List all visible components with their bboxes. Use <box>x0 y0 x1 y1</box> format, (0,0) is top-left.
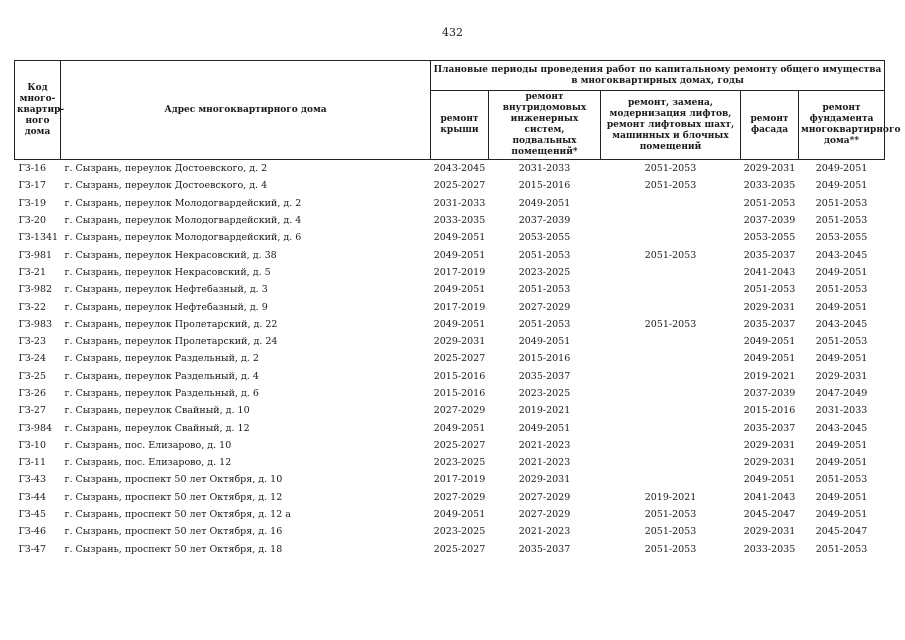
table-row <box>15 281 885 298</box>
cell-code: ГЗ-43 <box>18 474 47 486</box>
table-row <box>15 195 885 212</box>
table-row <box>15 402 885 419</box>
cell-elevators <box>601 212 741 229</box>
cell-facade: 2029-2031 <box>743 163 796 175</box>
cell-roof: 2027-2029 <box>433 405 486 417</box>
cell-engineering: 2035-2037 <box>518 370 571 382</box>
cell-roof: 2025-2027 <box>433 180 486 192</box>
cell-engineering: 2019-2021 <box>518 405 571 417</box>
cell-address: г. Сызрань, переулок Раздельный, д. 2 <box>64 353 259 365</box>
cell-address: г. Сызрань, переулок Молодогвардейский, д. 2 <box>64 197 302 209</box>
cell-engineering: 2051-2053 <box>518 249 571 261</box>
cell-code: ГЗ-27 <box>18 405 47 417</box>
cell-address: г. Сызрань, переулок Раздельный, д. 4 <box>64 370 259 382</box>
header-group: Плановые периоды проведения работ по капитальному ремонту общего имущества в многоквартирных домах, годы <box>431 61 885 91</box>
cell-foundation: 2049-2051 <box>815 301 868 313</box>
cell-code: ГЗ-983 <box>18 318 53 330</box>
cell-code: ГЗ-10 <box>18 439 47 451</box>
cell-address: г. Сызрань, проспект 50 лет Октября, д. 10 <box>64 474 283 486</box>
cell-foundation: 2051-2053 <box>815 197 868 209</box>
cell-engineering: 2049-2051 <box>518 336 571 348</box>
cell-elevators: 2051-2053 <box>644 543 697 555</box>
cell-roof: 2025-2027 <box>433 439 486 451</box>
cell-address: г. Сызрань, переулок Свайный, д. 10 <box>64 405 250 417</box>
cell-elevators <box>601 298 741 315</box>
cell-foundation: 2051-2053 <box>815 543 868 555</box>
cell-engineering: 2031-2033 <box>518 163 571 175</box>
cell-address: г. Сызрань, проспект 50 лет Октября, д. 12 <box>64 491 283 503</box>
cell-elevators: 2019-2021 <box>644 491 697 503</box>
cell-roof: 2017-2019 <box>433 301 486 313</box>
cell-code: ГЗ-16 <box>18 163 47 175</box>
cell-roof: 2017-2019 <box>433 474 486 486</box>
cell-facade: 2041-2043 <box>743 266 796 278</box>
cell-engineering: 2021-2023 <box>518 457 571 469</box>
cell-roof: 2031-2033 <box>433 197 486 209</box>
cell-engineering: 2021-2023 <box>518 526 571 538</box>
cell-elevators: 2051-2053 <box>644 526 697 538</box>
cell-engineering: 2029-2031 <box>518 474 571 486</box>
cell-foundation: 2049-2051 <box>815 353 868 365</box>
cell-elevators <box>601 454 741 471</box>
table-row <box>15 454 885 471</box>
table-row <box>15 506 885 523</box>
cell-foundation: 2049-2051 <box>815 509 868 521</box>
cell-foundation: 2049-2051 <box>815 491 868 503</box>
cell-code: ГЗ-982 <box>18 284 53 296</box>
cell-facade: 2049-2051 <box>743 474 796 486</box>
cell-facade: 2033-2035 <box>743 180 796 192</box>
page-number: 432 <box>442 26 463 39</box>
cell-foundation: 2049-2051 <box>815 180 868 192</box>
cell-elevators <box>601 195 741 212</box>
cell-code: ГЗ-19 <box>18 197 47 209</box>
cell-elevators <box>601 281 741 298</box>
table-row <box>15 229 885 246</box>
cell-address: г. Сызрань, переулок Нефтебазный, д. 3 <box>64 284 268 296</box>
cell-address: г. Сызрань, переулок Свайный, д. 12 <box>64 422 250 434</box>
cell-code: ГЗ-981 <box>18 249 53 261</box>
cell-foundation: 2047-2049 <box>815 388 868 399</box>
cell-foundation: 2031-2033 <box>815 405 868 417</box>
table-row <box>15 264 885 281</box>
cell-foundation: 2043-2045 <box>815 318 868 330</box>
header-roof: ремонт крыши <box>431 91 489 160</box>
cell-roof: 2025-2027 <box>433 543 486 555</box>
cell-elevators: 2051-2053 <box>644 180 697 192</box>
cell-foundation: 2043-2045 <box>815 249 868 261</box>
cell-elevators <box>601 229 741 246</box>
cell-facade: 2029-2031 <box>743 526 796 538</box>
cell-facade: 2029-2031 <box>743 457 796 469</box>
cell-foundation: 2043-2045 <box>815 422 868 434</box>
cell-facade: 2035-2037 <box>743 318 796 330</box>
repair-schedule-table <box>14 60 901 558</box>
cell-foundation: 2029-2031 <box>815 370 868 382</box>
cell-address: г. Сызрань, проспект 50 лет Октября, д. 12 а <box>64 509 291 521</box>
cell-address: г. Сызрань, переулок Молодогвардейский, д. 4 <box>64 215 302 227</box>
cell-facade: 2041-2043 <box>743 491 796 503</box>
cell-foundation: 2049-2051 <box>815 266 868 278</box>
cell-engineering: 2037-2039 <box>518 215 571 227</box>
cell-code: ГЗ-25 <box>18 370 47 382</box>
cell-elevators <box>601 437 741 454</box>
cell-code: ГЗ-21 <box>18 266 47 278</box>
cell-elevators <box>601 471 741 488</box>
cell-engineering: 2021-2023 <box>518 439 571 451</box>
cell-facade: 2045-2047 <box>743 509 796 521</box>
cell-engineering: 2023-2025 <box>518 388 571 399</box>
cell-roof: 2043-2045 <box>433 163 486 175</box>
cell-address: г. Сызрань, переулок Некрасовский, д. 38 <box>64 249 277 261</box>
cell-elevators: 2051-2053 <box>644 249 697 261</box>
cell-address: г. Сызрань, проспект 50 лет Октября, д. 16 <box>64 526 283 538</box>
cell-engineering: 2027-2029 <box>518 509 571 521</box>
cell-roof: 2027-2029 <box>433 491 486 503</box>
table-row <box>15 316 885 333</box>
cell-roof: 2015-2016 <box>433 370 486 382</box>
cell-code: ГЗ-45 <box>18 509 47 521</box>
table-row <box>15 177 885 194</box>
cell-code: ГЗ-23 <box>18 336 47 348</box>
cell-code: ГЗ-44 <box>18 491 47 503</box>
cell-foundation: 2053-2055 <box>815 232 868 244</box>
cell-code: ГЗ-22 <box>18 301 47 313</box>
cell-facade: 2035-2037 <box>743 422 796 434</box>
header-address: Адрес многоквартирного дома <box>61 61 431 160</box>
cell-engineering: 2051-2053 <box>518 318 571 330</box>
cell-roof: 2023-2025 <box>433 457 486 469</box>
cell-roof: 2049-2051 <box>433 249 486 261</box>
cell-facade: 2037-2039 <box>743 388 796 399</box>
header-foundation: ремонт фундамента многоквартирного дома** <box>799 91 885 160</box>
cell-roof: 2033-2035 <box>433 215 486 227</box>
table-row <box>15 350 885 367</box>
cell-engineering: 2027-2029 <box>518 491 571 503</box>
header-facade: ремонт фасада <box>741 91 799 160</box>
table-row <box>15 333 885 350</box>
cell-address: г. Сызрань, переулок Достоевского, д. 2 <box>64 163 268 175</box>
cell-elevators <box>601 385 741 402</box>
cell-elevators: 2051-2053 <box>644 509 697 521</box>
table-row <box>15 298 885 315</box>
table-row <box>15 523 885 540</box>
table-row <box>15 212 885 229</box>
cell-facade: 2049-2051 <box>743 336 796 348</box>
cell-engineering: 2051-2053 <box>518 284 571 296</box>
cell-facade: 2049-2051 <box>743 353 796 365</box>
cell-address: г. Сызрань, переулок Пролетарский, д. 24 <box>64 336 278 348</box>
cell-elevators <box>601 368 741 385</box>
table-row <box>15 437 885 454</box>
cell-roof: 2049-2051 <box>433 422 486 434</box>
cell-address: г. Сызрань, пос. Елизарово, д. 10 <box>64 439 232 451</box>
table-row <box>15 246 885 263</box>
cell-engineering: 2035-2037 <box>518 543 571 555</box>
cell-code: ГЗ-24 <box>18 353 47 365</box>
cell-elevators <box>601 264 741 281</box>
table-row <box>15 385 885 402</box>
cell-foundation: 2051-2053 <box>815 215 868 227</box>
cell-foundation: 2051-2053 <box>815 474 868 486</box>
cell-roof: 2023-2025 <box>433 526 486 538</box>
cell-code: ГЗ-26 <box>18 388 47 399</box>
cell-engineering: 2027-2029 <box>518 301 571 313</box>
table-row <box>15 160 885 178</box>
cell-engineering: 2053-2055 <box>518 232 571 244</box>
cell-roof: 2015-2016 <box>433 388 486 399</box>
cell-foundation: 2049-2051 <box>815 457 868 469</box>
cell-elevators <box>601 350 741 367</box>
cell-facade: 2051-2053 <box>743 284 796 296</box>
cell-facade: 2019-2021 <box>743 370 796 382</box>
cell-facade: 2029-2031 <box>743 439 796 451</box>
cell-elevators: 2051-2053 <box>644 163 697 175</box>
cell-elevators <box>601 333 741 350</box>
cell-foundation: 2051-2053 <box>815 284 868 296</box>
cell-roof: 2025-2027 <box>433 353 486 365</box>
cell-address: г. Сызрань, переулок Раздельный, д. 6 <box>64 388 259 399</box>
cell-facade: 2035-2037 <box>743 249 796 261</box>
cell-engineering: 2015-2016 <box>518 180 571 192</box>
table-row <box>15 471 885 488</box>
cell-elevators <box>601 402 741 419</box>
table-body <box>15 160 885 558</box>
table-row <box>15 489 885 506</box>
header-code: Код много-квартир-ного дома <box>15 61 61 160</box>
cell-code: ГЗ-1341 <box>18 232 59 244</box>
cell-foundation: 2051-2053 <box>815 336 868 348</box>
header-engineering: ремонт внутридомовых инженерных систем, подвальных помещений* <box>489 91 601 160</box>
cell-code: ГЗ-17 <box>18 180 47 192</box>
cell-facade: 2051-2053 <box>743 197 796 209</box>
cell-facade: 2015-2016 <box>743 405 796 417</box>
cell-foundation: 2045-2047 <box>815 526 868 538</box>
cell-address: г. Сызрань, переулок Некрасовский, д. 5 <box>64 266 271 278</box>
cell-roof: 2017-2019 <box>433 266 486 278</box>
cell-roof: 2029-2031 <box>433 336 486 348</box>
cell-roof: 2049-2051 <box>433 509 486 521</box>
cell-code: ГЗ-46 <box>18 526 47 538</box>
cell-foundation: 2049-2051 <box>815 439 868 451</box>
cell-address: г. Сызрань, переулок Достоевского, д. 4 <box>64 180 268 192</box>
cell-facade: 2053-2055 <box>743 232 796 244</box>
cell-roof: 2049-2051 <box>433 284 486 296</box>
cell-facade: 2033-2035 <box>743 543 796 555</box>
cell-code: ГЗ-984 <box>18 422 53 434</box>
cell-address: г. Сызрань, переулок Пролетарский, д. 22 <box>64 318 278 330</box>
cell-engineering: 2023-2025 <box>518 266 571 278</box>
cell-address: г. Сызрань, пос. Елизарово, д. 12 <box>64 457 232 469</box>
table-row <box>15 541 885 558</box>
cell-engineering: 2049-2051 <box>518 422 571 434</box>
cell-code: ГЗ-47 <box>18 543 47 555</box>
cell-engineering: 2015-2016 <box>518 353 571 365</box>
cell-roof: 2049-2051 <box>433 318 486 330</box>
cell-address: г. Сызрань, переулок Нефтебазный, д. 9 <box>64 301 268 313</box>
header-elevators: ремонт, замена, модернизация лифтов, ремонт лифтовых шахт, машинных и блочных помещений <box>601 91 741 160</box>
cell-elevators <box>601 419 741 436</box>
cell-facade: 2029-2031 <box>743 301 796 313</box>
cell-code: ГЗ-11 <box>18 457 47 469</box>
cell-elevators: 2051-2053 <box>644 318 697 330</box>
cell-facade: 2037-2039 <box>743 215 796 227</box>
cell-code: ГЗ-20 <box>18 215 47 227</box>
table-row <box>15 368 885 385</box>
cell-foundation: 2049-2051 <box>815 163 868 175</box>
table-row <box>15 419 885 436</box>
cell-address: г. Сызрань, переулок Молодогвардейский, д. 6 <box>64 232 302 244</box>
cell-address: г. Сызрань, проспект 50 лет Октября, д. 18 <box>64 543 283 555</box>
cell-engineering: 2049-2051 <box>518 197 571 209</box>
cell-roof: 2049-2051 <box>433 232 486 244</box>
